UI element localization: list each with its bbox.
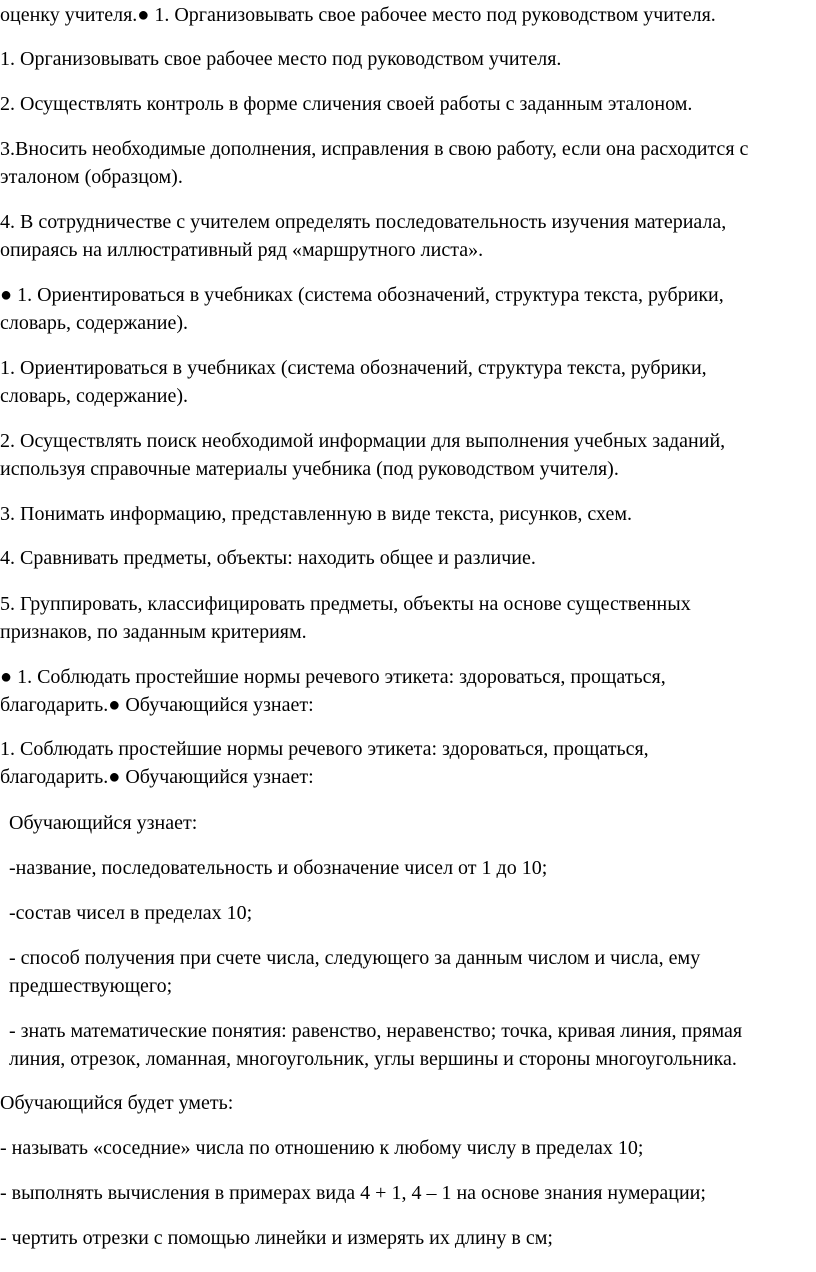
paragraph-8-line-2: используя справочные материалы учебника (под руководством учителя). bbox=[0, 458, 619, 480]
paragraph-9-line-1: 3. Понимать информацию, представленную в виде текста, рисунков, схем. bbox=[0, 503, 633, 525]
paragraph-7 bbox=[0, 354, 800, 410]
paragraph-17 bbox=[9, 944, 799, 1000]
paragraph-17-line-1: - способ получения при счете числа, следующего за данным числом и числа, ему bbox=[9, 947, 701, 969]
paragraph-17-line-2: предшествующего; bbox=[9, 975, 173, 997]
paragraph-11-line-1: 5. Группировать, классифицировать предметы, объекты на основе существенных bbox=[0, 593, 691, 615]
paragraph-2-line-1: 1. Организовывать свое рабочее место под руководством учителя. bbox=[0, 48, 562, 70]
paragraph-3 bbox=[0, 90, 800, 118]
paragraph-14-line-1: Обучающийся узнает: bbox=[9, 812, 198, 834]
paragraph-4-line-1: 3.Вносить необходимые дополнения, исправления в свою работу, если она расходится с bbox=[0, 138, 749, 160]
paragraph-9 bbox=[0, 500, 800, 528]
paragraph-3-line-1: 2. Осуществлять контроль в форме сличения своей работы с заданным эталоном. bbox=[0, 93, 693, 115]
paragraph-14 bbox=[9, 809, 799, 837]
paragraph-7-line-2: словарь, содержание). bbox=[0, 385, 189, 407]
paragraph-21-line-1: - выполнять вычисления в примерах вида 4 + 1, 4 – 1 на основе знания нумерации; bbox=[0, 1182, 706, 1204]
paragraph-15-line-1: -название, последовательность и обозначение чисел от 1 до 10; bbox=[9, 857, 548, 879]
paragraph-6-line-2: словарь, содержание). bbox=[0, 312, 189, 334]
paragraph-8-line-1: 2. Осуществлять поиск необходимой информации для выполнения учебных заданий, bbox=[0, 430, 726, 452]
paragraph-19-line-1: Обучающийся будет уметь: bbox=[0, 1092, 234, 1114]
paragraph-6-line-1: ● 1. Ориентироваться в учебниках (система обозначений, структура текста, рубрики, bbox=[0, 284, 724, 306]
paragraph-13 bbox=[0, 735, 800, 791]
paragraph-18-line-1: - знать математические понятия: равенство, неравенство; точка, кривая линия, прямая bbox=[9, 1020, 743, 1042]
paragraph-4-line-2: эталоном (образцом). bbox=[0, 166, 183, 188]
paragraph-11-line-2: признаков, по заданным критериям. bbox=[0, 621, 307, 643]
paragraph-21 bbox=[0, 1179, 800, 1207]
paragraph-8 bbox=[0, 427, 800, 483]
paragraph-5-line-2: опираясь на иллюстративный ряд «маршрутного листа». bbox=[0, 239, 484, 261]
paragraph-2 bbox=[0, 45, 800, 73]
paragraph-4 bbox=[0, 135, 800, 191]
paragraph-15 bbox=[9, 854, 799, 882]
paragraph-6 bbox=[0, 281, 800, 337]
paragraph-10-line-1: 4. Сравнивать предметы, объекты: находить общее и различие. bbox=[0, 547, 536, 569]
paragraph-12-line-1: ● 1. Соблюдать простейшие нормы речевого этикета: здороваться, прощаться, bbox=[0, 666, 666, 688]
paragraph-7-line-1: 1. Ориентироваться в учебниках (система обозначений, структура текста, рубрики, bbox=[0, 357, 707, 379]
paragraph-19 bbox=[0, 1089, 800, 1117]
paragraph-5-line-1: 4. В сотрудничестве с учителем определять последовательность изучения материала, bbox=[0, 211, 727, 233]
paragraph-22 bbox=[0, 1224, 800, 1252]
paragraph-1 bbox=[0, 1, 800, 29]
paragraph-18 bbox=[9, 1017, 799, 1073]
paragraph-16 bbox=[9, 899, 799, 927]
paragraph-10 bbox=[0, 544, 800, 572]
paragraph-22-line-1: - чертить отрезки с помощью линейки и измерять их длину в см; bbox=[0, 1227, 553, 1249]
paragraph-20 bbox=[0, 1134, 800, 1162]
paragraph-11 bbox=[0, 590, 800, 646]
paragraph-1-line-1: оценку учителя.● 1. Организовывать свое рабочее место под руководством учителя. bbox=[0, 4, 716, 26]
paragraph-20-line-1: - называть «соседние» числа по отношению к любому числу в пределах 10; bbox=[0, 1137, 644, 1159]
paragraph-12-line-2: благодарить.● Обучающийся узнает: bbox=[0, 694, 314, 716]
paragraph-12 bbox=[0, 663, 800, 719]
paragraph-13-line-2: благодарить.● Обучающийся узнает: bbox=[0, 766, 314, 788]
paragraph-13-line-1: 1. Соблюдать простейшие нормы речевого этикета: здороваться, прощаться, bbox=[0, 738, 649, 760]
paragraph-5 bbox=[0, 208, 800, 264]
paragraph-18-line-2: линия, отрезок, ломанная, многоугольник, углы вершины и стороны многоугольника. bbox=[9, 1048, 737, 1070]
paragraph-16-line-1: -состав чисел в пределах 10; bbox=[9, 902, 253, 924]
